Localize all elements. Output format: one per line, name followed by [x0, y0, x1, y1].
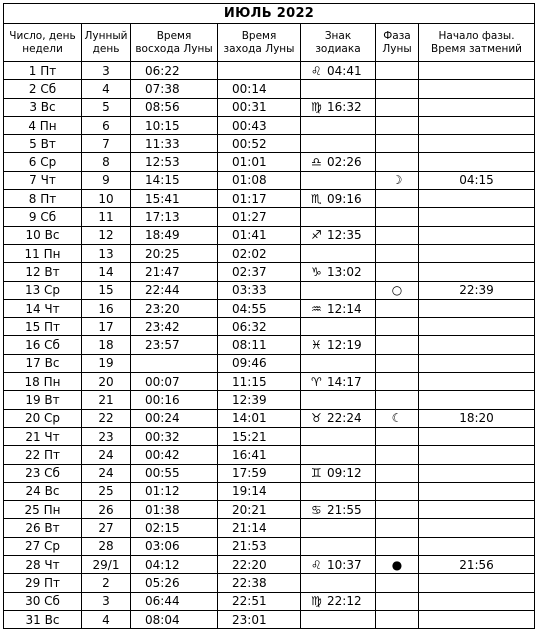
table-row — [4, 537, 535, 555]
moonrise-cell: 11:33 — [131, 135, 218, 153]
moon-phase-cell — [376, 427, 419, 445]
table-row — [4, 464, 535, 482]
table-row — [4, 226, 535, 244]
date-cell: 8 Пт — [4, 190, 82, 208]
moonset-cell: 09:46 — [218, 354, 301, 372]
moonrise-cell: 05:26 — [131, 574, 218, 592]
phase-start-cell — [419, 244, 535, 262]
table-row — [4, 190, 535, 208]
zodiac-time: 10:37 — [327, 557, 362, 572]
moonset-cell: 00:43 — [218, 116, 301, 134]
zodiac-cell — [301, 318, 376, 336]
moon-phase-cell — [376, 464, 419, 482]
moonset-cell: 03:33 — [218, 281, 301, 299]
date-cell: 25 Пн — [4, 501, 82, 519]
moonset-cell: 17:59 — [218, 464, 301, 482]
moonset-cell: 01:17 — [218, 190, 301, 208]
date-cell: 5 Вт — [4, 135, 82, 153]
zodiac-time: 12:14 — [327, 301, 362, 316]
phase-start-cell — [419, 263, 535, 281]
phase-start-cell — [419, 98, 535, 116]
date-cell: 18 Пн — [4, 373, 82, 391]
date-cell: 1 Пт — [4, 62, 82, 80]
zodiac-sign-icon: ♊ — [311, 466, 322, 481]
phase-start-cell — [419, 592, 535, 610]
zodiac-cell — [301, 171, 376, 189]
table-row — [4, 556, 535, 574]
phase-start-cell — [419, 299, 535, 317]
moonset-cell: 00:31 — [218, 98, 301, 116]
moonrise-cell: 00:16 — [131, 391, 218, 409]
moonrise-cell: 00:07 — [131, 373, 218, 391]
zodiac-cell — [301, 501, 376, 519]
table-row — [4, 135, 535, 153]
zodiac-time: 12:19 — [327, 338, 362, 353]
phase-start-cell — [419, 519, 535, 537]
moonrise-cell: 10:15 — [131, 116, 218, 134]
zodiac-time: 21:55 — [327, 502, 362, 517]
lunar-day-cell: 4 — [82, 610, 131, 628]
zodiac-sign-icon: ♐ — [311, 228, 322, 243]
lunar-calendar-table — [3, 3, 535, 629]
moonset-cell: 06:32 — [218, 318, 301, 336]
table-row — [4, 373, 535, 391]
zodiac-cell — [301, 391, 376, 409]
moonset-cell: 22:38 — [218, 574, 301, 592]
moonrise-cell: 08:04 — [131, 610, 218, 628]
moonset-cell: 02:37 — [218, 263, 301, 281]
moonset-cell: 02:02 — [218, 244, 301, 262]
moonset-cell: 14:01 — [218, 409, 301, 427]
date-cell: 3 Вс — [4, 98, 82, 116]
date-cell: 22 Пт — [4, 446, 82, 464]
zodiac-cell — [301, 519, 376, 537]
phase-start-cell — [419, 135, 535, 153]
table-row — [4, 244, 535, 262]
moonset-cell: 22:20 — [218, 556, 301, 574]
moonset-cell: 22:51 — [218, 592, 301, 610]
moon-phase-cell — [376, 226, 419, 244]
moonrise-cell: 00:24 — [131, 409, 218, 427]
lunar-day-cell: 7 — [82, 135, 131, 153]
zodiac-cell — [301, 373, 376, 391]
lunar-day-cell: 11 — [82, 208, 131, 226]
zodiac-time: 14:17 — [327, 374, 362, 389]
zodiac-cell — [301, 446, 376, 464]
moonrise-cell: 03:06 — [131, 537, 218, 555]
zodiac-sign-icon: ♍ — [311, 100, 322, 115]
zodiac-cell — [301, 482, 376, 500]
zodiac-time: 04:41 — [327, 63, 362, 78]
phase-start-cell — [419, 208, 535, 226]
header-row — [4, 24, 535, 62]
phase-start-cell — [419, 80, 535, 98]
table-row — [4, 574, 535, 592]
moonrise-cell: 01:12 — [131, 482, 218, 500]
zodiac-cell — [301, 409, 376, 427]
moon-phase-cell — [376, 336, 419, 354]
phase-start-cell — [419, 336, 535, 354]
moon-phase-cell — [376, 190, 419, 208]
zodiac-cell — [301, 62, 376, 80]
moon-phase-cell — [376, 574, 419, 592]
lunar-day-cell: 24 — [82, 464, 131, 482]
moonset-cell: 01:01 — [218, 153, 301, 171]
phase-start-cell — [419, 574, 535, 592]
moonrise-cell: 02:15 — [131, 519, 218, 537]
date-cell: 19 Вт — [4, 391, 82, 409]
moon-phase-cell — [376, 62, 419, 80]
zodiac-sign-icon: ♓ — [311, 338, 322, 353]
phase-start-cell: 22:39 — [419, 281, 535, 299]
lunar-day-cell: 21 — [82, 391, 131, 409]
zodiac-time: 22:24 — [327, 411, 362, 426]
moon-phase-cell — [376, 373, 419, 391]
table-row — [4, 80, 535, 98]
zodiac-cell — [301, 244, 376, 262]
moonrise-cell: 12:53 — [131, 153, 218, 171]
moonset-cell: 15:21 — [218, 427, 301, 445]
lunar-day-cell: 27 — [82, 519, 131, 537]
phase-start-cell — [419, 501, 535, 519]
moon-phase-cell — [376, 519, 419, 537]
zodiac-sign-icon: ♉ — [311, 411, 322, 426]
moonrise-cell: 23:42 — [131, 318, 218, 336]
zodiac-time: 13:02 — [327, 264, 362, 279]
lunar-day-cell: 28 — [82, 537, 131, 555]
moon-phase-cell — [376, 135, 419, 153]
phase-start-cell — [419, 427, 535, 445]
zodiac-time: 16:32 — [327, 100, 362, 115]
zodiac-sign-icon: ♍ — [311, 594, 322, 609]
moon-phase-cell — [376, 391, 419, 409]
lunar-day-cell: 12 — [82, 226, 131, 244]
moon-phase-cell — [376, 153, 419, 171]
lunar-day-cell: 23 — [82, 427, 131, 445]
zodiac-cell — [301, 153, 376, 171]
moon-phase-cell — [376, 98, 419, 116]
table-title: ИЮЛЬ 2022 — [4, 4, 535, 24]
table-row — [4, 62, 535, 80]
table-row — [4, 153, 535, 171]
moonrise-cell: 08:56 — [131, 98, 218, 116]
table-row — [4, 519, 535, 537]
phase-start-cell: 18:20 — [419, 409, 535, 427]
zodiac-time: 22:12 — [327, 594, 362, 609]
moonrise-cell: 00:55 — [131, 464, 218, 482]
zodiac-cell — [301, 464, 376, 482]
date-cell: 27 Ср — [4, 537, 82, 555]
date-cell: 30 Сб — [4, 592, 82, 610]
moonrise-cell: 17:13 — [131, 208, 218, 226]
date-cell: 21 Чт — [4, 427, 82, 445]
moonset-cell: 01:27 — [218, 208, 301, 226]
lunar-day-cell: 13 — [82, 244, 131, 262]
table-row — [4, 446, 535, 464]
zodiac-cell — [301, 427, 376, 445]
lunar-day-cell: 10 — [82, 190, 131, 208]
table-row — [4, 263, 535, 281]
moonrise-cell: 04:12 — [131, 556, 218, 574]
table-row — [4, 501, 535, 519]
moonset-cell: 20:21 — [218, 501, 301, 519]
zodiac-cell — [301, 299, 376, 317]
phase-start-cell — [419, 190, 535, 208]
phase-start-cell — [419, 482, 535, 500]
header-moonrise: Время восхода Луны — [131, 24, 218, 62]
moon-phase-icon: ● — [391, 557, 403, 572]
date-cell: 6 Ср — [4, 153, 82, 171]
moonset-cell: 11:15 — [218, 373, 301, 391]
date-cell: 28 Чт — [4, 556, 82, 574]
moonrise-cell: 00:32 — [131, 427, 218, 445]
moonset-cell: 04:55 — [218, 299, 301, 317]
lunar-day-cell: 2 — [82, 574, 131, 592]
zodiac-cell — [301, 574, 376, 592]
header-lunar-day: Лунный день — [82, 24, 131, 62]
table-row — [4, 409, 535, 427]
moon-phase-cell — [376, 244, 419, 262]
moon-phase-cell — [376, 299, 419, 317]
lunar-day-cell: 3 — [82, 592, 131, 610]
moonset-cell: 00:14 — [218, 80, 301, 98]
lunar-day-cell: 18 — [82, 336, 131, 354]
lunar-day-cell: 3 — [82, 62, 131, 80]
table-row — [4, 208, 535, 226]
zodiac-sign-icon: ♒ — [311, 301, 322, 316]
moon-phase-cell — [376, 409, 419, 427]
zodiac-cell — [301, 556, 376, 574]
moon-phase-cell — [376, 482, 419, 500]
date-cell: 14 Чт — [4, 299, 82, 317]
moon-phase-cell — [376, 208, 419, 226]
date-cell: 24 Вс — [4, 482, 82, 500]
table-row — [4, 482, 535, 500]
zodiac-cell — [301, 354, 376, 372]
table-row — [4, 116, 535, 134]
header-phase-start: Начало фазы. Время затмений — [419, 24, 535, 62]
moonrise-cell: 15:41 — [131, 190, 218, 208]
moon-phase-icon: ○ — [391, 283, 403, 298]
moonset-cell: 23:01 — [218, 610, 301, 628]
phase-start-cell: 04:15 — [419, 171, 535, 189]
lunar-day-cell: 14 — [82, 263, 131, 281]
moon-phase-icon: ☾ — [391, 411, 403, 426]
moonset-cell: 21:53 — [218, 537, 301, 555]
table-row — [4, 391, 535, 409]
moonrise-cell: 14:15 — [131, 171, 218, 189]
date-cell: 23 Сб — [4, 464, 82, 482]
date-cell: 31 Вс — [4, 610, 82, 628]
moonset-cell — [218, 62, 301, 80]
moonrise-cell — [131, 354, 218, 372]
table-row — [4, 592, 535, 610]
zodiac-cell — [301, 263, 376, 281]
moonrise-cell: 22:44 — [131, 281, 218, 299]
date-cell: 26 Вт — [4, 519, 82, 537]
moonrise-cell: 06:22 — [131, 62, 218, 80]
lunar-day-cell: 15 — [82, 281, 131, 299]
moon-phase-cell — [376, 80, 419, 98]
moonset-cell: 12:39 — [218, 391, 301, 409]
moonset-cell: 16:41 — [218, 446, 301, 464]
lunar-day-cell: 8 — [82, 153, 131, 171]
zodiac-cell — [301, 190, 376, 208]
date-cell: 16 Сб — [4, 336, 82, 354]
zodiac-sign-icon: ♋ — [311, 502, 322, 517]
zodiac-time: 12:35 — [327, 228, 362, 243]
zodiac-cell — [301, 336, 376, 354]
phase-start-cell — [419, 391, 535, 409]
table-row — [4, 98, 535, 116]
zodiac-sign-icon: ♏ — [311, 191, 322, 206]
moonrise-cell: 20:25 — [131, 244, 218, 262]
phase-start-cell — [419, 464, 535, 482]
date-cell: 4 Пн — [4, 116, 82, 134]
moon-phase-cell — [376, 446, 419, 464]
zodiac-sign-icon: ♌ — [311, 557, 322, 572]
moon-phase-cell — [376, 592, 419, 610]
lunar-day-cell: 29/1 — [82, 556, 131, 574]
phase-start-cell — [419, 610, 535, 628]
lunar-day-cell: 16 — [82, 299, 131, 317]
phase-start-cell — [419, 62, 535, 80]
zodiac-cell — [301, 592, 376, 610]
table-row — [4, 354, 535, 372]
moon-phase-cell — [376, 354, 419, 372]
date-cell: 9 Сб — [4, 208, 82, 226]
moonrise-cell: 00:42 — [131, 446, 218, 464]
header-date: Число, день недели — [4, 24, 82, 62]
moonset-cell: 01:41 — [218, 226, 301, 244]
zodiac-cell — [301, 208, 376, 226]
zodiac-cell — [301, 80, 376, 98]
lunar-day-cell: 20 — [82, 373, 131, 391]
moon-phase-cell — [376, 171, 419, 189]
phase-start-cell — [419, 373, 535, 391]
moonset-cell: 08:11 — [218, 336, 301, 354]
moon-phase-cell — [376, 263, 419, 281]
date-cell: 15 Пт — [4, 318, 82, 336]
phase-start-cell — [419, 537, 535, 555]
moon-phase-cell — [376, 116, 419, 134]
moon-phase-cell — [376, 556, 419, 574]
zodiac-cell — [301, 226, 376, 244]
zodiac-cell — [301, 116, 376, 134]
lunar-day-cell: 22 — [82, 409, 131, 427]
moonset-cell: 01:08 — [218, 171, 301, 189]
header-zodiac: Знак зодиака — [301, 24, 376, 62]
lunar-day-cell: 5 — [82, 98, 131, 116]
table-row — [4, 318, 535, 336]
lunar-day-cell: 25 — [82, 482, 131, 500]
phase-start-cell: 21:56 — [419, 556, 535, 574]
date-cell: 11 Пн — [4, 244, 82, 262]
moonset-cell: 00:52 — [218, 135, 301, 153]
lunar-day-cell: 19 — [82, 354, 131, 372]
phase-start-cell — [419, 116, 535, 134]
moonrise-cell: 23:57 — [131, 336, 218, 354]
moonrise-cell: 07:38 — [131, 80, 218, 98]
phase-start-cell — [419, 318, 535, 336]
zodiac-sign-icon: ♎ — [311, 155, 322, 170]
table-row — [4, 336, 535, 354]
date-cell: 13 Ср — [4, 281, 82, 299]
moonset-cell: 21:14 — [218, 519, 301, 537]
date-cell: 2 Сб — [4, 80, 82, 98]
table-row — [4, 171, 535, 189]
zodiac-time: 09:12 — [327, 466, 362, 481]
zodiac-cell — [301, 537, 376, 555]
phase-start-cell — [419, 354, 535, 372]
lunar-day-cell: 24 — [82, 446, 131, 464]
phase-start-cell — [419, 153, 535, 171]
table-row — [4, 281, 535, 299]
zodiac-sign-icon: ♌ — [311, 63, 322, 78]
moon-phase-cell — [376, 318, 419, 336]
moon-phase-icon: ☽ — [391, 173, 403, 188]
lunar-day-cell: 9 — [82, 171, 131, 189]
moonset-cell: 19:14 — [218, 482, 301, 500]
zodiac-time: 09:16 — [327, 191, 362, 206]
zodiac-cell — [301, 610, 376, 628]
moon-phase-cell — [376, 537, 419, 555]
moonrise-cell: 01:38 — [131, 501, 218, 519]
phase-start-cell — [419, 446, 535, 464]
zodiac-time: 02:26 — [327, 155, 362, 170]
moonrise-cell: 21:47 — [131, 263, 218, 281]
moon-phase-cell — [376, 281, 419, 299]
zodiac-cell — [301, 135, 376, 153]
date-cell: 7 Чт — [4, 171, 82, 189]
date-cell: 29 Пт — [4, 574, 82, 592]
date-cell: 20 Ср — [4, 409, 82, 427]
header-moonset: Время захода Луны — [218, 24, 301, 62]
lunar-day-cell: 4 — [82, 80, 131, 98]
lunar-day-cell: 17 — [82, 318, 131, 336]
table-row — [4, 299, 535, 317]
date-cell: 17 Вс — [4, 354, 82, 372]
moon-phase-cell — [376, 610, 419, 628]
moonrise-cell: 18:49 — [131, 226, 218, 244]
date-cell: 12 Вт — [4, 263, 82, 281]
zodiac-cell — [301, 98, 376, 116]
moonrise-cell: 23:20 — [131, 299, 218, 317]
lunar-day-cell: 6 — [82, 116, 131, 134]
zodiac-sign-icon: ♑ — [311, 264, 322, 279]
lunar-day-cell: 26 — [82, 501, 131, 519]
table-row — [4, 610, 535, 628]
date-cell: 10 Вс — [4, 226, 82, 244]
moon-phase-cell — [376, 501, 419, 519]
table-row — [4, 427, 535, 445]
zodiac-sign-icon: ♈ — [311, 374, 322, 389]
header-phase: Фаза Луны — [376, 24, 419, 62]
zodiac-cell — [301, 281, 376, 299]
phase-start-cell — [419, 226, 535, 244]
moonrise-cell: 06:44 — [131, 592, 218, 610]
